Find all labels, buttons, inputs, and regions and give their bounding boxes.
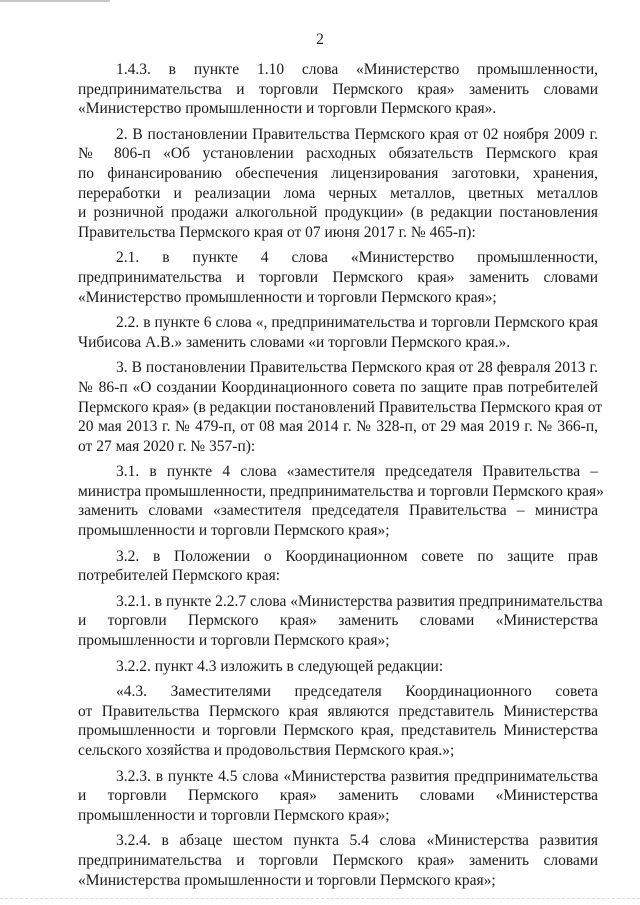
- paragraph: [78, 125, 598, 243]
- paragraph-line: «Министерство промышленности и торговли Пермского края».: [78, 100, 497, 118]
- document-body: [78, 60, 604, 890]
- paragraph-line: 3.2.2. пункт 4.3 изложить в следующей редакции:: [116, 657, 444, 675]
- paragraph: [78, 60, 598, 119]
- paragraph-line: заменить словами «заместителя председателя Правительства – министра: [78, 502, 598, 520]
- paragraph-line: № 86-п «О создании Координационного совета по защите прав потребителей: [78, 378, 598, 396]
- paragraph-line: 3.2. в Положении о Координационном совете по защите прав: [116, 547, 598, 565]
- scan-edge-top: [0, 0, 110, 5]
- paragraph-line: по финансированию обеспечения лицензирования заготовки, хранения,: [78, 164, 598, 182]
- paragraph: [78, 358, 603, 456]
- page-number: 2: [316, 31, 324, 48]
- paragraph-line: министра промышленности, предпринимательства и торговли Пермского края»: [78, 482, 604, 500]
- paragraph-line: промышленности и торговли Пермского края»;: [78, 632, 390, 650]
- paragraph-line: Пермского края» (в редакции постановлений Правительства Пермского края от: [78, 398, 603, 416]
- paragraph: [78, 767, 598, 826]
- paragraph-line: 3.2.1. в пункте 2.2.7 слова «Министерства развития предпринимательства: [116, 592, 603, 610]
- paragraph-line: сельского хозяйства и продовольствия Пермского края.»;: [78, 742, 455, 759]
- paragraph: [78, 831, 598, 890]
- paragraph: [78, 592, 603, 651]
- paragraph: [78, 547, 598, 586]
- paragraph-line: 3.2.4. в абзаце шестом пункта 5.4 слова «Министерства развития: [116, 832, 598, 850]
- paragraph-line: предпринимательства и торговли Пермского края» заменить словами: [78, 268, 598, 286]
- paragraph: [78, 462, 604, 540]
- paragraph-line: 1.4.3. в пункте 1.10 слова «Министерство промышленности,: [116, 61, 598, 78]
- paragraph-line: 2.1. в пункте 4 слова «Министерство промышленности,: [116, 249, 598, 267]
- paragraph-line: 3.2.3. в пункте 4.5 слова «Министерства развития предпринимательства: [116, 767, 598, 785]
- paragraph-line: от Правительства Пермского края являются представитель Министерства: [78, 702, 598, 720]
- paragraph-line: 2.2. в пункте 6 слова «, предпринимательства и торговли Пермского края: [116, 314, 598, 332]
- scan-edge-bottom: [0, 898, 640, 899]
- paragraph-line: «Министерства промышленности и торговли Пермского края»;: [78, 871, 496, 889]
- paragraph-line: и торговли Пермского края» заменить словами «Министерства: [78, 612, 598, 630]
- paragraph-line: Правительства Пермского края от 07 июня 2017 г. № 465-п):: [78, 223, 476, 241]
- paragraph-line: «Министерство промышленности и торговли Пермского края»;: [78, 288, 497, 306]
- paragraph-line: 20 мая 2013 г. № 479-п, от 08 мая 2014 г. № 328-п, от 29 мая 2019 г. № 366-п,: [78, 418, 598, 436]
- paragraph-line: потребителей Пермского края:: [78, 567, 281, 585]
- paragraph-line: от 27 мая 2020 г. № 357-п):: [78, 437, 256, 455]
- paragraph-line: и торговли Пермского края» заменить словами «Министерства: [78, 787, 598, 805]
- paragraph: [78, 313, 598, 352]
- paragraph: [78, 248, 598, 307]
- paragraph-line: промышленности и торговли Пермского края»;: [78, 806, 390, 824]
- paragraph-line: промышленности и торговли Пермского края, представитель Министерства: [78, 722, 598, 740]
- paragraph-line: «4.3. Заместителями председателя Координационного совета: [116, 683, 598, 701]
- paragraph-line: № 806-п «Об установлении расходных обязательств Пермского края: [78, 145, 598, 163]
- paragraph-line: переработки и реализации лома черных металлов, цветных металлов: [78, 184, 598, 202]
- paragraph-line: 3. В постановлении Правительства Пермского края от 28 февраля 2013 г.: [116, 359, 598, 377]
- paragraph-line: 3.1. в пункте 4 слова «заместителя председателя Правительства –: [116, 463, 598, 481]
- paragraph-line: предпринимательства и торговли Пермского края» заменить словами: [78, 851, 598, 869]
- paragraph-line: и розничной продажи алкогольной продукции» (в редакции постановления: [78, 204, 598, 222]
- paragraph: [78, 682, 598, 760]
- paragraph: [78, 657, 598, 677]
- paragraph-line: Чибисова А.В.» заменить словами «и торговли Пермского края.».: [78, 333, 511, 351]
- paragraph-line: промышленности и торговли Пермского края»;: [78, 522, 390, 540]
- paragraph-line: предпринимательства и торговли Пермского края» заменить словами: [78, 80, 598, 98]
- paragraph-line: 2. В постановлении Правительства Пермского края от 02 ноября 2009 г.: [116, 125, 598, 143]
